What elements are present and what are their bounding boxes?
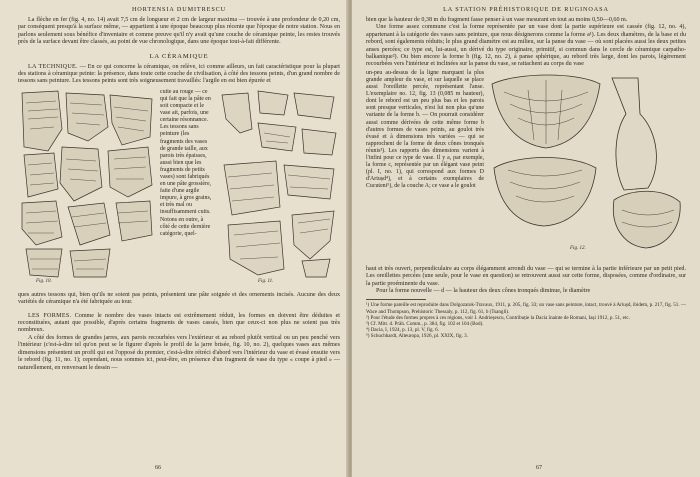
figure-12 xyxy=(488,70,686,266)
left-intro-paragraph: La flèche en fer (fig. 4, no. 14) avait 7,5 cm de longueur et 2 cm de largeur maxima — trouvée à une profondeur de 0,20 cm, par conséquent presqu'à la surface même, — appartient à une époque beaucoup plus récente que l'époque de notre station. Nous en parlons seulement sous bénéfice d'inventaire et comme preuve qu'il n'y avait qu'une couche de céramique peinte, les restes trouvés près de la surface devant être classés, au point de vue chronologique, dans une époque tout-à-fait différente. xyxy=(18,17,340,46)
figure-10 xyxy=(18,89,156,289)
left-running-head: HORTENSIA DUMITRESCU xyxy=(131,6,227,13)
footnote-5: ⁵) Schuchhardt, Alteuropa, 1926, pl. XXIX, fig. 3. xyxy=(366,332,468,339)
footnote-rule xyxy=(366,299,426,300)
technique-heading: LA TECHNIQUE. xyxy=(28,63,78,70)
left-page xyxy=(0,0,348,477)
left-last-paragraph: A côté des formes de grandes jarres, aux parois recourbées vers l'extérieur et au rebord plutôt vertical ou un peu penché vers l'intérieur (c'est-à-dire tel qu'on peut se le figurer d'après le profil de la jarre brisée, fig. 10, no. 2), quelques vases aux mêmes dimensions présentent un profil qui est l'opposé du premier, c'est-à-dire rétréci d'abord vers l'intérieur du vase et évasé ensuite vers le rebord (fig. 11, no. 1); cependant, nous sommes ici, peut-être, en présence d'un fragment de vase du type « coupe à pied » — naturellement, en renversant le dessin — xyxy=(18,334,340,371)
right-narrow-paragraph: un-peu au-dessus de la ligne marquant la plus grande ampleur du vase, et sur laquelle se place aussi l'oreillette percée, représentant l'anse. L'exemplaire no. 12, fig. 13 (0,085 m hauteur), dont le rebord est un peu plus bas et les parois sont presque verticales, n'est lui non plus qu'une variante de la forme b. — On pourrait considérer aussi comme dérivées de cette même forme b d'autres formes de vases peints, au goulot très évasé et à dimensions très variées — qui se rapprochent de la forme de deux cônes tronqués réunis³). Les rapports des dimensions varient à l'infini pour ce type de vase. Il y a, par exemple, la forme c, représentée par un élégant vase peint (pl. I, no. 1), qui correspond aux formes D d'Ariușd⁴), et à certains exemplaires de Cucuteni⁵), de la couche A; ce vase a le goulot xyxy=(366,69,484,190)
figure-12-vessels xyxy=(488,70,686,256)
formes-paragraph xyxy=(18,313,340,335)
after-figures-paragraph: ques autres tessons qui, bien qu'ils ne soient pas peints, présentent une pâte soignée et des ornements incisés. Aucune des deux variétés de céramique n'a été fabriquée au tour. xyxy=(18,291,340,306)
left-page-number: 66 xyxy=(155,465,161,471)
figure-10-caption: Fig. 10. xyxy=(36,278,52,284)
technique-paragraph xyxy=(18,64,340,86)
figure-11-caption: Fig. 11. xyxy=(258,278,274,284)
right-after-figure-paragraph: haut et très ouvert, perpendiculaire au corps élégamment arrondi du vase — qui se termine à la partie inférieure par un petit pied. Les oreillettes percées (une seule, pour le vase en question) se retrouvent aussi sur cette forme, disposées, comme d'ordinaire, sur la partie proéminente du vase. xyxy=(366,265,686,287)
right-page-number: 67 xyxy=(536,465,542,471)
formes-heading: LES FORMES. xyxy=(28,312,72,319)
footnote-3: ³) Cf. Mitt. d. Präh. Comm., p. 384, fig. 102 et 104 (Bod). xyxy=(366,320,484,327)
narrow-paragraph: cuite au rouge — ce qui fait que la pâte en soit compacte et le vase ait, parfois, une certaine résonnance. Les tessons sans peinture (les fragments des vases de grande taille, aux parois très épaisses, aussi bien que les fragments de petits vases) sont fabriqués en une pâte grossière, faite d'une argile impure, à gros grains, et très mal ou insuffisamment cuits. Notons en outre, à côté de cette dernière catégorie, quel- xyxy=(160,88,212,237)
formes-text: Comme le nombre des vases intacts est extrêmement réduit, les formes en doivent être déduites et reconstituées, autant que possible, d'après certains fragments de vases cassés, bien que ceux-ci non plus ne soient pas très nombreux. xyxy=(18,312,340,334)
footnote-4: ⁴) Dacia, I, 1924, p. 13, pl. V, fig. 6. xyxy=(366,326,439,333)
right-running-head: LA STATION PRÉHISTORIQUE DE RUGINOASA xyxy=(443,6,609,13)
right-narrow-column xyxy=(366,70,484,191)
figure-12-caption: Fig. 12. xyxy=(570,245,586,251)
section-title: LA CÉRAMIQUE xyxy=(149,52,209,60)
right-top-paragraph: bien que la hauteur de 0,38 m du fragment fasse penser à un vase mesurant en tout au moins 0,50—0,60 m. xyxy=(366,17,628,23)
figure-11 xyxy=(218,89,340,289)
right-last-paragraph: Pour la forme nouvelle — d — la hauteur des deux cônes tronqués diminue, le diamètre xyxy=(376,288,591,295)
right-text-figure-block xyxy=(366,70,686,266)
figure-11-profiles xyxy=(218,89,340,281)
footnote-1: ¹) Une forme pareille est reproduite dans Dolgozatok-Travaux, 1911, p. 205, fig. 33; un vase sans peinture, intact, trouvé à Ariușd, ibidem, p. 217, fig. 51. — Wace and Thompson, Prehistoric Thessaly, p. 112, fig. 61, b (Tsangli). xyxy=(366,302,686,315)
figure-row-10-11 xyxy=(18,89,340,289)
footnotes xyxy=(366,302,686,339)
technique-text: — En ce qui concerne la céramique, on relève, ici comme ailleurs, un fait caractéristique pour la plupart des stations à céramique peinte: la présence, dans toute cette couche de civilisation, à côté des tessons peints, d'un grand nombre de tessons sans peinture. Les tessons peints sont très soigneusement travaillés: l'argile en est bien épurée et xyxy=(18,63,340,85)
figure-10-sherds xyxy=(18,89,156,281)
right-page xyxy=(352,0,700,477)
narrow-text-column xyxy=(160,89,214,238)
footnote-2: ²) Pour l'étude des formes propres à ces régions, voir I. Andrieșescu, Contribuție la Dacia înainte de Romani, Iași 1912, p. 51, etc. xyxy=(366,314,630,321)
right-forms-paragraph: Une forme assez commune c'est la forme représentée par un vase dont la partie supérieure est cassée (fig. 12, no. 4), appartenant à la catégorie des vases sans peinture, que nous désignerons comme la forme a¹). Les deux diamètres, de la base et du rebord, sont égalements réduits; le plus grand diamètre est au milieu, sur la panse du vase — où sont placées aussi les deux petites anses percées; ce type est, lui-aussi, un dérivé du type originaire, primitif, si commun dans le cercle de céramique carpatho-balkanique²). Ou bien encore la forme b (fig. 12, no. 2), à panse sphérique, au rebord très large, dont les parois, légèrement recourbées vers l'intérieur et inclinées sur la panse du vase, se rattachent au corps du vase xyxy=(366,24,686,68)
